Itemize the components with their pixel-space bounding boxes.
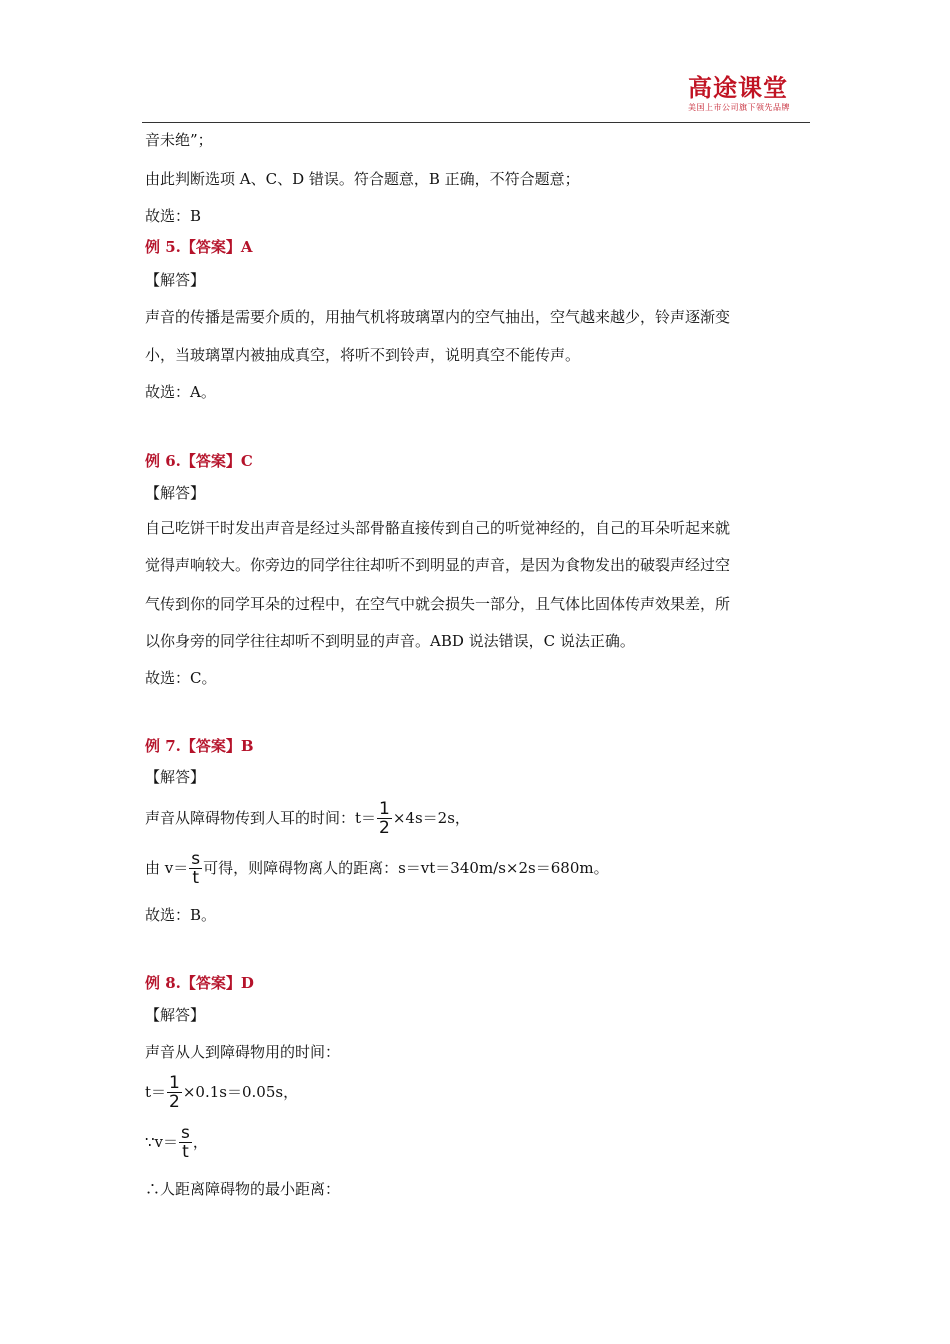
- fraction: [377, 801, 392, 837]
- formula-line: [145, 1124, 208, 1161]
- text-line: 气传到你的同学耳朵的过程中，在空气中就会损失一部分，且气体比固体传声效果差，所: [145, 595, 731, 613]
- fraction-numerator: s: [181, 1123, 190, 1143]
- logo-name: 高途课堂: [688, 74, 788, 102]
- answer-line: 故选：B: [145, 207, 202, 225]
- text-line: 小，当玻璃罩内被抽成真空，将听不到铃声，说明真空不能传声。: [145, 346, 581, 364]
- formula-line: [145, 1074, 298, 1111]
- formula-text: ×4s＝2s，: [392, 809, 470, 827]
- answer-line: 故选：A。: [145, 383, 216, 401]
- formula-line: [145, 800, 470, 837]
- fraction: [179, 1125, 192, 1161]
- brand-logo: [688, 74, 818, 113]
- text-line: 由此判断选项 A、C、D 错误。符合题意，B 正确，不符合题意；: [145, 170, 580, 188]
- fraction-numerator: s: [191, 849, 201, 869]
- formula-text: 声音从障碍物传到人耳的时间：t＝: [145, 809, 377, 827]
- formula-text: ×0.1s＝0.05s，: [182, 1083, 299, 1101]
- header-divider: [142, 122, 810, 123]
- answer-line: 故选：C。: [145, 669, 217, 687]
- text-line: 音未绝”；: [145, 131, 213, 149]
- fraction-denominator: t: [182, 1142, 189, 1162]
- solution-label: 【解答】: [145, 1006, 206, 1024]
- formula-text: ，: [192, 1133, 208, 1151]
- logo-tagline: 美国上市公司旗下领先品牌: [688, 103, 790, 112]
- fraction: [189, 851, 202, 887]
- fraction-denominator: 2: [169, 1092, 180, 1112]
- solution-label: 【解答】: [145, 271, 206, 289]
- text-line: 声音从人到障碍物用的时间：: [145, 1043, 341, 1061]
- formula-text: 由 v＝: [145, 859, 189, 877]
- solution-label: 【解答】: [145, 484, 206, 502]
- formula-text: t＝: [145, 1083, 167, 1101]
- fraction-denominator: t: [192, 868, 200, 888]
- fraction: [167, 1075, 182, 1111]
- answer-line: 故选：B。: [145, 906, 217, 924]
- text-line: 声音的传播是需要介质的，用抽气机将玻璃罩内的空气抽出，空气越来越少，铃声逐渐变: [145, 308, 731, 326]
- text-line: ∴人距离障碍物的最小距离：: [145, 1180, 341, 1198]
- fraction-numerator: 1: [379, 799, 390, 819]
- example-8-heading: 例 8.【答案】D: [145, 974, 254, 992]
- formula-text: 可得，则障碍物离人的距离：s＝vt＝340m/s×2s＝680m。: [203, 859, 609, 877]
- example-6-heading: 例 6.【答案】C: [145, 452, 253, 470]
- formula-line: [145, 850, 609, 887]
- text-line: 以你身旁的同学往往却听不到明显的声音。ABD 说法错误，C 说法正确。: [145, 632, 635, 650]
- fraction-numerator: 1: [169, 1073, 180, 1093]
- example-5-heading: 例 5.【答案】A: [145, 238, 253, 256]
- solution-label: 【解答】: [145, 768, 206, 786]
- text-line: 自己吃饼干时发出声音是经过头部骨骼直接传到自己的听觉神经的，自己的耳朵听起来就: [145, 519, 731, 537]
- fraction-denominator: 2: [379, 818, 390, 838]
- text-line: 觉得声响较大。你旁边的同学往往却听不到明显的声音，是因为食物发出的破裂声经过空: [145, 556, 731, 574]
- formula-text: ∵v＝: [145, 1133, 179, 1151]
- example-7-heading: 例 7.【答案】B: [145, 737, 254, 755]
